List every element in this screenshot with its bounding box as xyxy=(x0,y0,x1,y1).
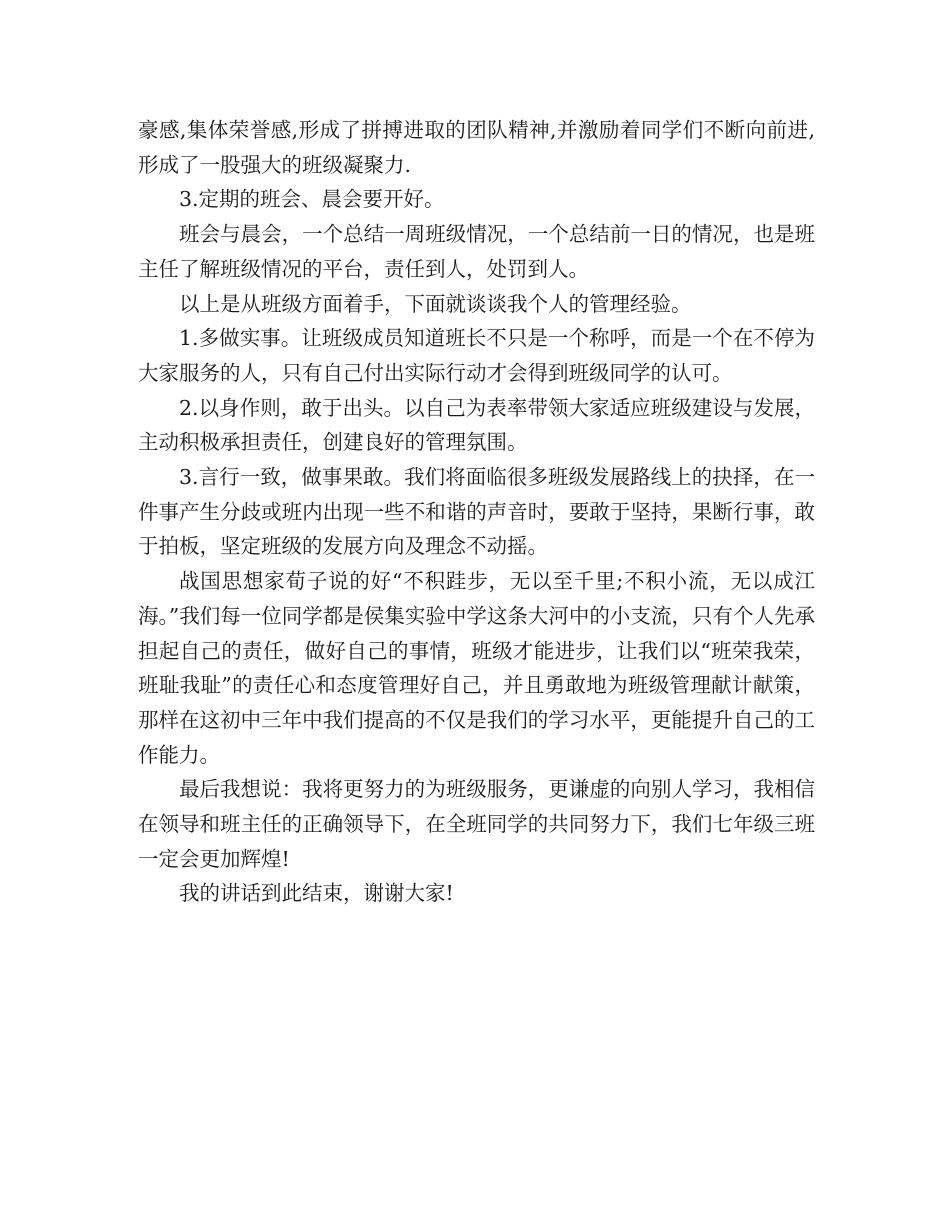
paragraph-point-1: 1.多做实事。让班级成员知道班长不只是一个称呼，而是一个在不停为大家服务的人，只有自己付出实际行动才会得到班级同学的认可。 xyxy=(138,326,815,385)
document-body xyxy=(138,113,815,911)
paragraph-point-3: 3.言行一致，做事果敢。我们将面临很多班级发展路线上的抉择，在一件事产生分歧或班内出现一些不和谐的声音时，要敢于坚持，果断行事，敢于拍板，坚定班级的发展方向及理念不动摇。 xyxy=(138,465,815,559)
paragraph-closing-wish: 最后我想说：我将更努力的为班级服务，更谦虚的向别人学习，我相信在领导和班主任的正确领导下，在全班同学的共同努力下，我们七年级三班一定会更加辉煌! xyxy=(138,777,815,871)
paragraph-item-3-heading: 3.定期的班会、晨会要开好。 xyxy=(179,187,445,212)
paragraph-continuation: 豪感,集体荣誉感,形成了拼搏进取的团队精神,并激励着同学们不断向前进,形成了一股强大的班级凝聚力. xyxy=(138,118,815,177)
paragraph-class-meeting: 班会与晨会，一个总结一周班级情况，一个总结前一日的情况，也是班主任了解班级情况的平台，责任到人，处罚到人。 xyxy=(138,222,815,281)
paragraph-transition: 以上是从班级方面着手，下面就谈谈我个人的管理经验。 xyxy=(179,291,692,316)
paragraph-point-2: 2.以身作则，敢于出头。以自己为表率带领大家适应班级建设与发展，主动积极承担责任，创建良好的管理氛围。 xyxy=(138,395,815,455)
paragraph-thanks: 我的讲话到此结束，谢谢大家! xyxy=(179,881,454,906)
paragraph-xunzi-quote: 战国思想家荀子说的好“不积跬步，无以至千里;不积小流，无以成江海。”我们每一位同学都是侯集实验中学这条大河中的小支流，只有个人先承担起自己的责任，做好自己的事情，班级才能进步，让我们以“班荣我荣，班耻我耻”的责任心和态度管理好自己，并且勇敢地为班级管理献计献策，那样在这初中三年中我们提高的不仅是我们的学习水平，更能提升自己的工作能力。 xyxy=(138,569,815,767)
